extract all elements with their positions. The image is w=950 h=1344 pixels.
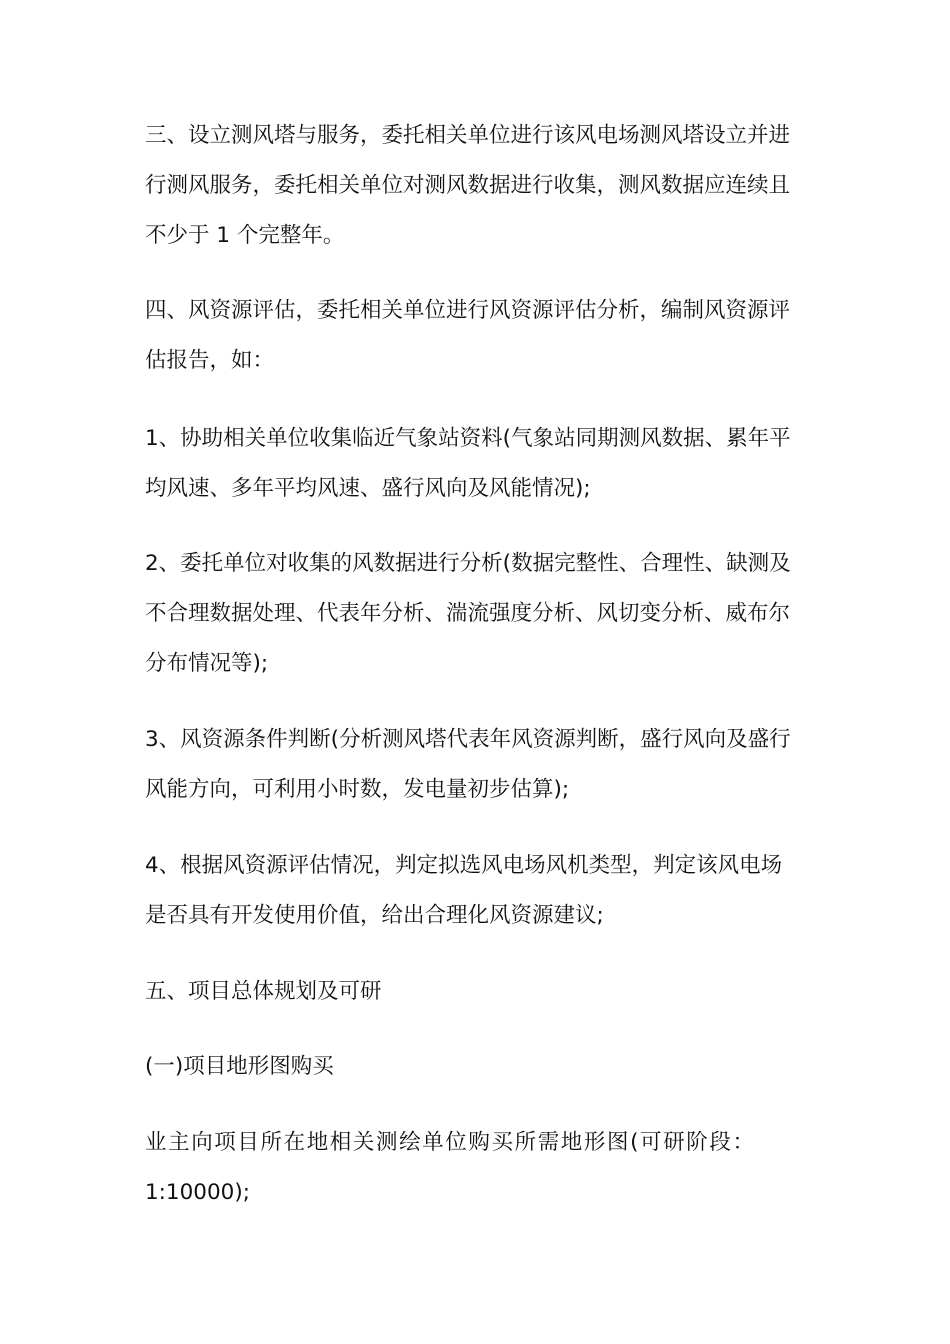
paragraph-line: 3、风资源条件判断(分析测风塔代表年风资源判断，盛行风向及盛行 bbox=[145, 727, 791, 752]
paragraph-line: 是否具有开发使用价值，给出合理化风资源建议; bbox=[145, 903, 604, 928]
paragraph-line: 1、协助相关单位收集临近气象站资料(气象站同期测风数据、累年平 bbox=[145, 426, 791, 451]
paragraph-line: 风能方向，可利用小时数，发电量初步估算); bbox=[145, 777, 570, 802]
paragraph-line: 1:10000); bbox=[145, 1180, 250, 1205]
list-item-4-turbine-selection bbox=[145, 841, 810, 941]
paragraph-line: 均风速、多年平均风速、盛行风向及风能情况); bbox=[145, 476, 591, 501]
list-item-2-data-analysis bbox=[145, 539, 810, 689]
paragraph-line: 2、委托单位对收集的风数据进行分析(数据完整性、合理性、缺测及 bbox=[145, 551, 791, 576]
paragraph-line: 业主向项目所在地相关测绘单位购买所需地形图(可研阶段： bbox=[145, 1130, 756, 1155]
paragraph-line: 三、设立测风塔与服务，委托相关单位进行该风电场测风塔设立并进 bbox=[145, 123, 791, 148]
paragraph-map-purchase bbox=[145, 1118, 810, 1218]
paragraph-line: 估报告，如： bbox=[145, 348, 275, 373]
paragraph-wind-tower-setup bbox=[145, 111, 810, 261]
paragraph-line: 不合理数据处理、代表年分析、湍流强度分析、风切变分析、威布尔 bbox=[145, 601, 791, 626]
paragraph-line: 不少于 1 个完整年。 bbox=[145, 223, 345, 248]
paragraph-line: 四、风资源评估，委托相关单位进行风资源评估分析，编制风资源评 bbox=[145, 298, 791, 323]
heading-line: (一)项目地形图购买 bbox=[145, 1054, 334, 1079]
paragraph-wind-resource-assessment bbox=[145, 286, 810, 386]
heading-line: 五、项目总体规划及可研 bbox=[145, 979, 382, 1004]
paragraph-line: 4、根据风资源评估情况，判定拟选风电场风机类型，判定该风电场 bbox=[145, 853, 783, 878]
paragraph-line: 分布情况等); bbox=[145, 651, 269, 676]
list-item-1-weather-data bbox=[145, 414, 810, 514]
paragraph-line: 行测风服务，委托相关单位对测风数据进行收集，测风数据应连续且 bbox=[145, 173, 791, 198]
section-heading-planning bbox=[145, 967, 810, 1017]
list-item-3-resource-judgement bbox=[145, 715, 810, 815]
subsection-heading-topographic-map bbox=[145, 1042, 810, 1092]
